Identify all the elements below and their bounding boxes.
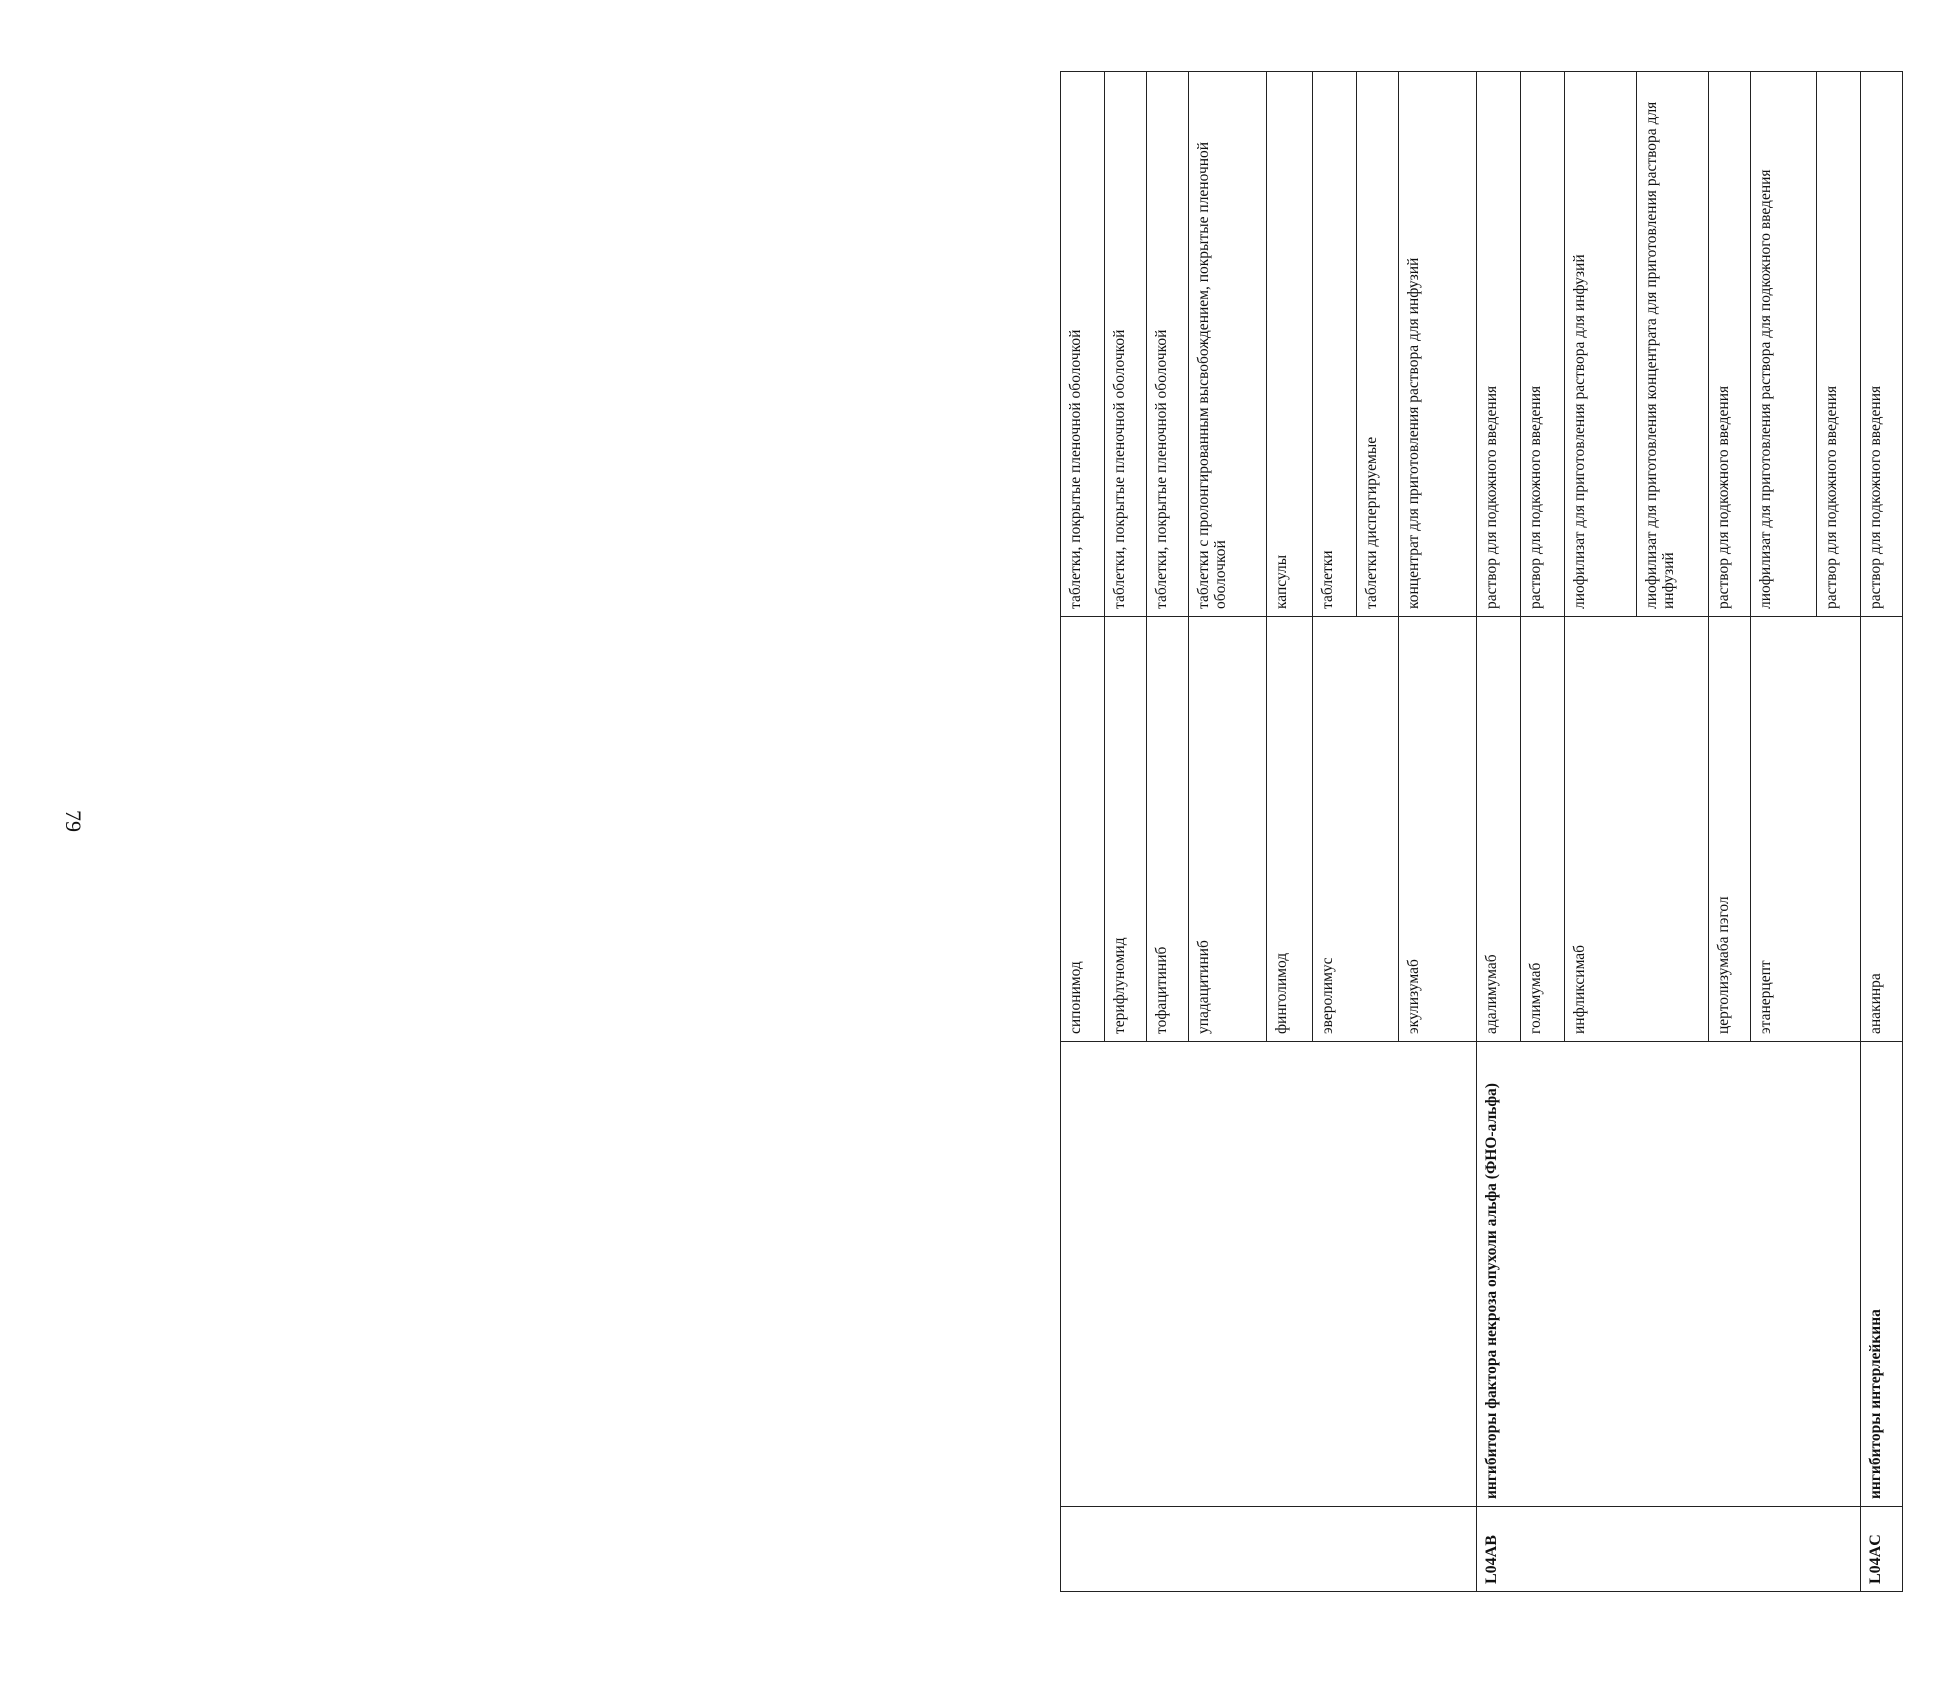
form-cell: таблетки <box>1313 72 1357 617</box>
substance-cell: терифлуномид <box>1105 617 1147 1042</box>
substance-cell: этанерцепт <box>1751 617 1861 1042</box>
form-cell: лиофилизат для приготовления концентрата для приготовления раствора для инфузий <box>1637 72 1709 617</box>
form-cell: раствор для подкожного введения <box>1817 72 1861 617</box>
substance-cell: экулизумаб <box>1399 617 1477 1042</box>
form-cell: таблетки, покрытые пленочной оболочкой <box>1105 72 1147 617</box>
code-cell: L04AC <box>1861 1507 1903 1592</box>
form-cell: капсулы <box>1267 72 1313 617</box>
form-cell: лиофилизат для приготовления раствора для инфузий <box>1565 72 1637 617</box>
form-cell: раствор для подкожного введения <box>1521 72 1565 617</box>
substance-cell: упадацитиниб <box>1189 617 1267 1042</box>
form-cell: таблетки с пролонгированным высвобождением, покрытые пленочной оболочкой <box>1189 72 1267 617</box>
substance-cell: анакинра <box>1861 617 1903 1042</box>
code-cell: L04AB <box>1477 1507 1861 1592</box>
form-cell: раствор для подкожного введения <box>1861 72 1903 617</box>
form-cell: лиофилизат для приготовления раствора для подкожного введения <box>1751 72 1817 617</box>
substance-cell: тофацитиниб <box>1147 617 1189 1042</box>
form-cell: таблетки диспергируемые <box>1357 72 1399 617</box>
table-row <box>1861 72 1903 1592</box>
form-cell: таблетки, покрытые пленочной оболочкой <box>1061 72 1105 617</box>
table-row <box>1061 72 1105 1592</box>
group-cell: ингибиторы интерлейкина <box>1861 1042 1903 1507</box>
substance-cell: инфликсимаб <box>1565 617 1709 1042</box>
form-cell: концентрат для приготовления раствора для инфузий <box>1399 72 1477 617</box>
substance-cell: голимумаб <box>1521 617 1565 1042</box>
code-cell <box>1061 1507 1477 1592</box>
substance-cell: финголимод <box>1267 617 1313 1042</box>
form-cell: раствор для подкожного введения <box>1477 72 1521 617</box>
rotated-table-container <box>1060 72 1940 1592</box>
substance-cell: адалимумаб <box>1477 617 1521 1042</box>
table-row <box>1477 72 1521 1592</box>
group-cell <box>1061 1042 1477 1507</box>
substance-cell: эверолимус <box>1313 617 1399 1042</box>
form-cell: раствор для подкожного введения <box>1709 72 1751 617</box>
substance-cell: сипонимод <box>1061 617 1105 1042</box>
page-number: 79 <box>61 810 86 832</box>
drug-table <box>1060 71 1903 1592</box>
group-cell: ингибиторы фактора некроза опухоли альфа (ФНО-альфа) <box>1477 1042 1861 1507</box>
form-cell: таблетки, покрытые пленочной оболочкой <box>1147 72 1189 617</box>
substance-cell: цертолизумаба пэгол <box>1709 617 1751 1042</box>
